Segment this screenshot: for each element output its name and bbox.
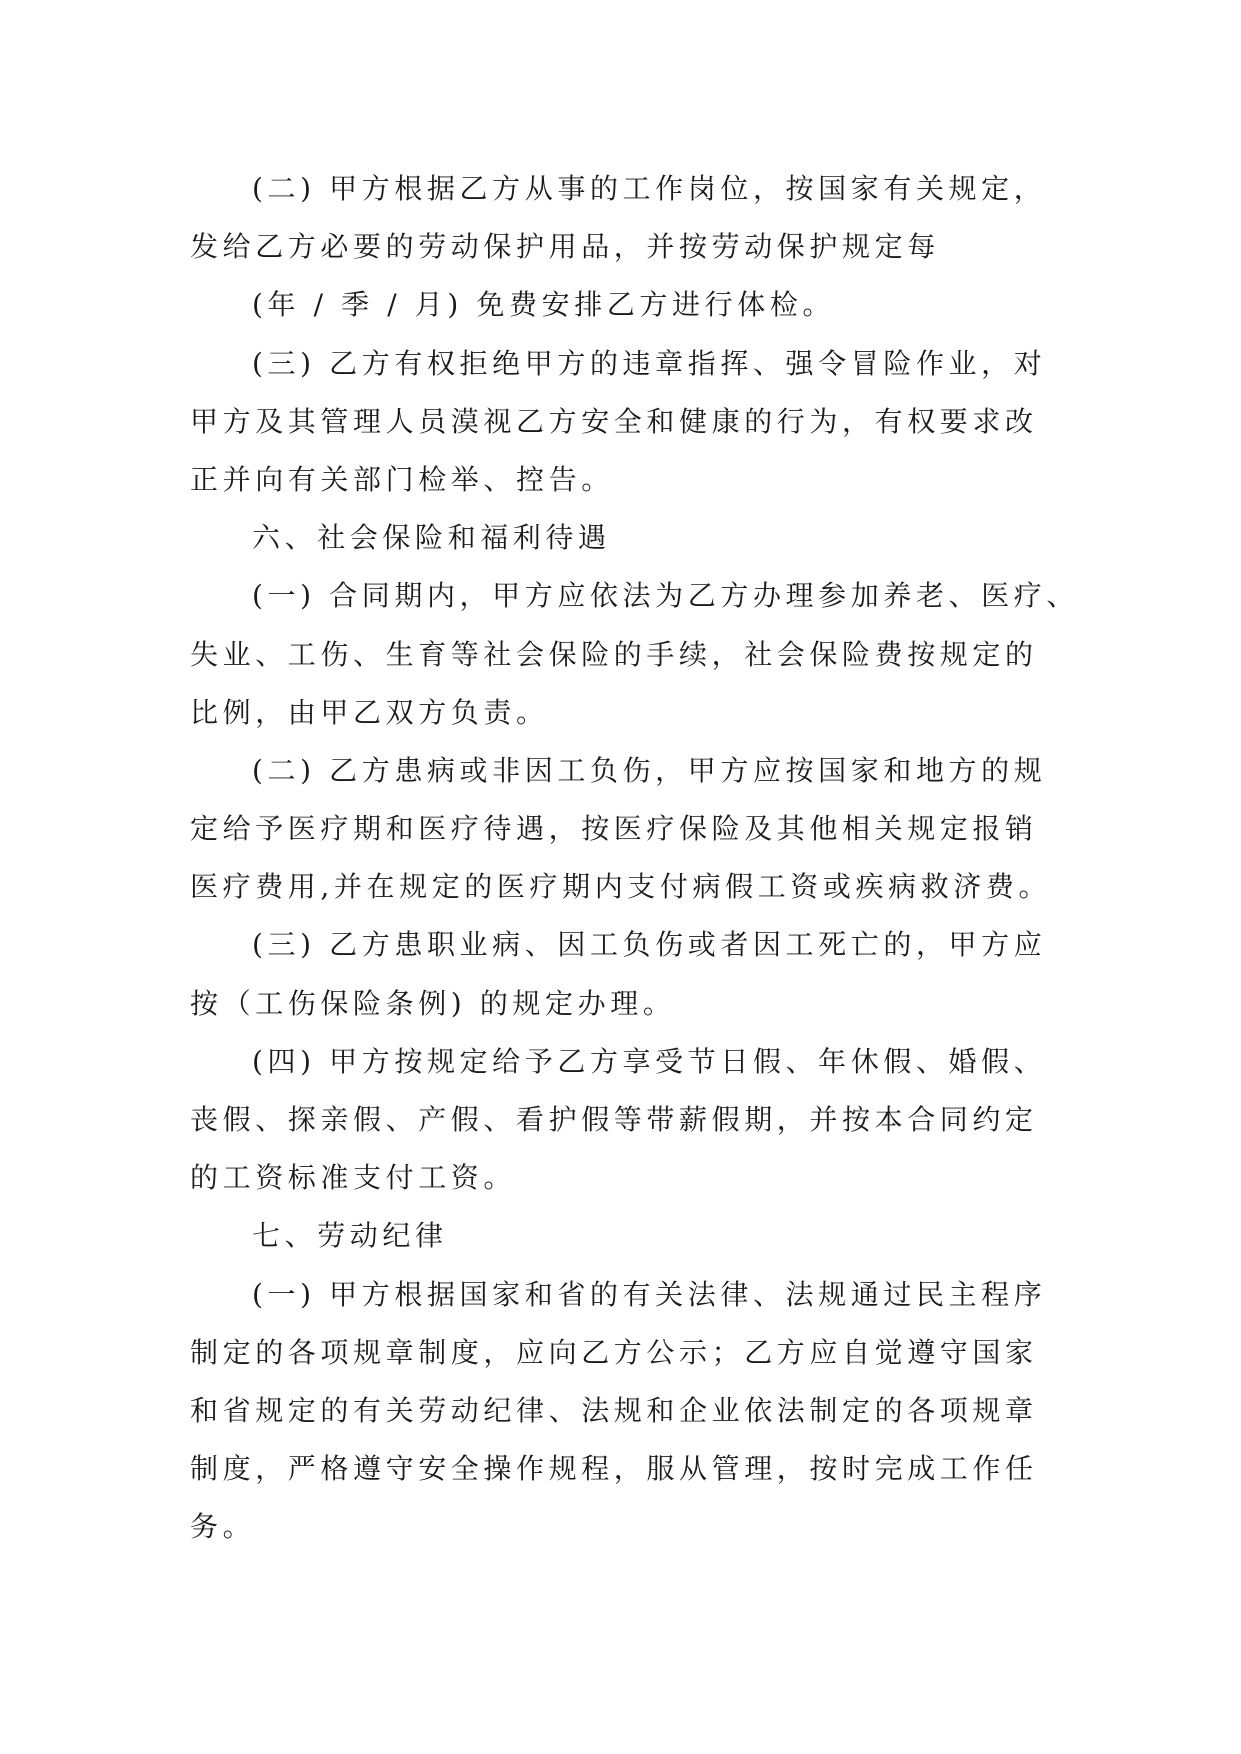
text-line: 正并向有关部门检举、控告。: [190, 462, 614, 496]
text-line: 比例，由甲乙双方负责。: [190, 695, 549, 729]
text-line: 定给予医疗期和医疗待遇，按医疗保险及其他相关规定报销: [190, 812, 1038, 846]
text-line: 和省规定的有关劳动纪律、法规和企业依法制定的各项规章: [190, 1393, 1038, 1427]
text-line: (三) 乙方患职业病、因工负伤或者因工死亡的，甲方应: [252, 928, 1047, 962]
text-line: 按（工伤保险条例) 的规定办理。: [190, 986, 676, 1020]
section-heading: 七、劳动纪律: [252, 1219, 448, 1253]
text-line: (四) 甲方按规定给予乙方享受节日假、年休假、婚假、: [252, 1044, 1047, 1078]
text-line: 失业、工伤、生育等社会保险的手续，社会保险费按规定的: [190, 637, 1038, 671]
text-line: (二) 甲方根据乙方从事的工作岗位，按国家有关规定，: [252, 172, 1047, 205]
text-line: 的工资标准支付工资。: [190, 1161, 517, 1195]
text-line: 丧假、探亲假、产假、看护假等带薪假期，并按本合同约定: [190, 1103, 1038, 1136]
section-heading: 六、社会保险和福利待遇: [252, 521, 611, 555]
text-line: (三) 乙方有权拒绝甲方的违章指挥、强令冒险作业，对: [252, 346, 1047, 380]
text-line: (一) 合同期内，甲方应依法为乙方办理参加养老、医疗、: [252, 579, 1079, 613]
text-line: 发给乙方必要的劳动保护用品，并按劳动保护规定每: [190, 230, 940, 264]
text-line: 甲方及其管理人员漠视乙方安全和健康的行为，有权要求改: [190, 404, 1038, 438]
text-line: 务。: [190, 1510, 256, 1544]
text-line: (二) 乙方患病或非因工负伤，甲方应按国家和地方的规: [252, 753, 1047, 787]
text-line: (年 / 季 / 月) 免费安排乙方进行体检。: [252, 288, 836, 322]
text-line: 制度，严格遵守安全操作规程，服从管理，按时完成工作任: [190, 1452, 1038, 1486]
text-line: 制定的各项规章制度，应向乙方公示；乙方应自觉遵守国家: [190, 1335, 1038, 1369]
document-body: [190, 160, 1079, 1557]
text-line: 医疗费用,并在规定的医疗期内支付病假工资或疾病救济费。: [190, 870, 1052, 904]
text-line: (一) 甲方根据国家和省的有关法律、法规通过民主程序: [252, 1277, 1047, 1311]
